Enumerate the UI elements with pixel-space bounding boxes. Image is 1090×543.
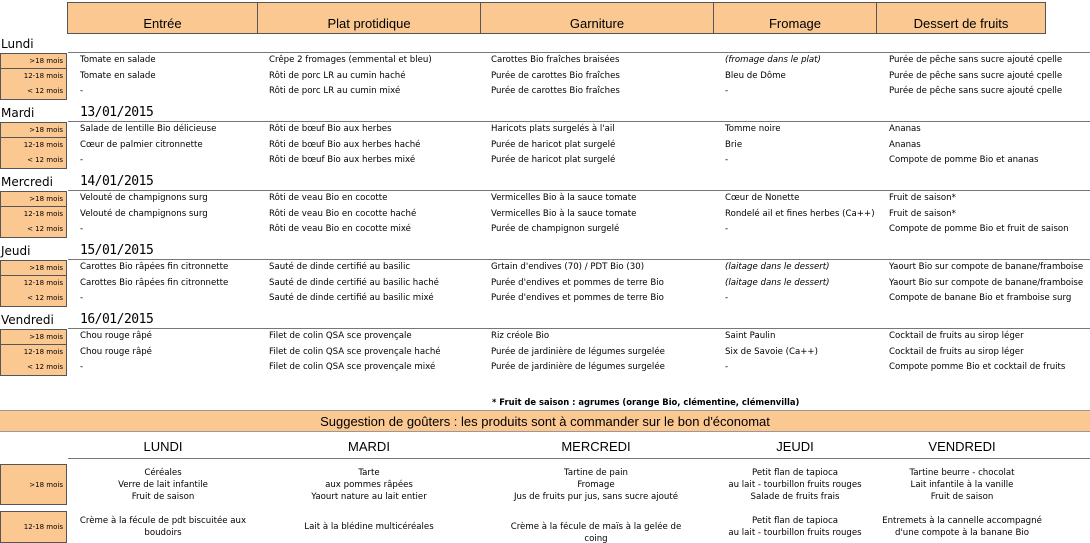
age-label: 12-18 mois	[0, 69, 67, 85]
menu-cell: -	[80, 362, 84, 373]
menu-cell: Ananas	[889, 124, 921, 134]
age-label: < 12 mois	[0, 360, 67, 376]
snack-cell: Crème à la fécule de maïs à la gelée de coing	[510, 522, 682, 543]
menu-cell: -	[725, 86, 729, 97]
menu-cell: Purée de jardinière de légumes surgelée	[491, 346, 665, 357]
day-name: Mardi	[1, 106, 35, 120]
age-label: < 12 mois	[0, 291, 67, 307]
age-label: < 12 mois	[0, 84, 67, 100]
header-garniture: Garniture	[480, 2, 714, 34]
menu-cell: Six de Savoie (Ca++)	[725, 346, 818, 357]
age-label: 12-18 mois	[0, 207, 67, 223]
menu-cell: Tomate en salade	[80, 70, 156, 81]
day-name: Vendredi	[1, 313, 54, 327]
menu-cell: -	[80, 155, 84, 166]
snack-cell: Tartine beurre - chocolat Lait infantile à la vanille Fruit de saison	[909, 467, 1015, 502]
snack-cell: Tarte aux pommes râpées Yaourt nature au lait entier	[311, 467, 427, 502]
snack-cell: Petit flan de tapioca au lait - tourbillon fruits rouges Salade de fruits frais	[728, 467, 862, 502]
day-divider	[68, 52, 1090, 53]
day-divider	[68, 121, 1090, 122]
menu-cell: Filet de colin QSA sce provençale	[269, 331, 412, 341]
menu-cell: Velouté de champignons surg	[80, 208, 208, 219]
menu-cell: Chou rouge râpé	[80, 331, 152, 341]
menu-cell: Purée de carottes Bio fraîches	[491, 86, 620, 97]
menu-cell: Fruit de saison*	[889, 208, 956, 219]
menu-cell: Purée de haricot plat surgelé	[491, 155, 616, 166]
menu-cell: -	[725, 362, 729, 373]
menu-cell: Chou rouge râpé	[80, 346, 152, 357]
age-label: >18 mois	[0, 329, 67, 345]
day-divider	[68, 259, 1090, 260]
menu-cell: Saint Paulin	[725, 331, 776, 341]
menu-cell: Fruit de saison*	[889, 193, 956, 203]
menu-cell: -	[80, 86, 84, 97]
menu-cell: (fromage dans le plat)	[725, 55, 821, 65]
header-plat-protidique: Plat protidique	[257, 2, 481, 34]
menu-cell: Carottes Bio fraîches braisées	[491, 55, 620, 65]
snack-cell: Lait à la blédine multicéréales	[304, 522, 434, 532]
day-name: Jeudi	[1, 244, 31, 258]
snack-cell: Entremets à la cannelle accompagné d'une compote à la banane Bio	[882, 516, 1042, 538]
day-date: 16/01/2015	[80, 312, 154, 327]
menu-cell: Grtain d'endives (70) / PDT Bio (30)	[491, 262, 645, 272]
day-date: 13/01/2015	[80, 105, 154, 120]
snack-cell: Céréales Verre de lait infantile Fruit de saison	[118, 467, 208, 502]
menu-cell: Purée de haricot plat surgelé	[491, 139, 616, 150]
menu-cell: Carottes Bio râpées fin citronnette	[80, 277, 229, 288]
menu-cell: Rôti de porc LR au cumin haché	[269, 70, 406, 81]
menu-cell: Rôti de veau Bio en cocotte haché	[269, 208, 417, 219]
snack-divider	[68, 458, 1090, 459]
snack-day-mardi: MARDI	[348, 439, 390, 454]
day-divider	[68, 190, 1090, 191]
snack-day-jeudi: JEUDI	[776, 439, 814, 454]
menu-cell: Rôti de bœuf Bio aux herbes mixé	[269, 155, 416, 166]
menu-cell: Cœur de Nonette	[725, 193, 800, 203]
day-date: 14/01/2015	[80, 174, 154, 189]
day-name: Mercredi	[1, 175, 54, 189]
menu-cell: -	[80, 224, 84, 235]
day-name: Lundi	[1, 37, 34, 51]
menu-cell: Brie	[725, 139, 743, 150]
age-label: >18 mois	[0, 191, 67, 207]
menu-cell: Cocktail de fruits au sirop léger	[889, 331, 1024, 341]
menu-cell: Purée de pêche sans sucre ajouté cpelle	[889, 70, 1063, 81]
menu-cell: Haricots plats surgelés à l'ail	[491, 124, 615, 134]
menu-cell: Cœur de palmier citronnette	[80, 139, 203, 150]
menu-cell: Ananas	[889, 139, 921, 150]
menu-cell: (laitage dans le dessert)	[725, 262, 830, 272]
snack-day-lundi: LUNDI	[143, 439, 183, 454]
seasonal-fruit-note: * Fruit de saison : agrumes (orange Bio, clémentine, clémenvilla)	[492, 397, 800, 407]
menu-cell: Rôti de veau Bio en cocotte mixé	[269, 224, 411, 235]
header-entree: Entrée	[67, 2, 258, 34]
menu-cell: (laitage dans le dessert)	[725, 277, 830, 288]
age-label: >18 mois	[0, 53, 67, 69]
age-label: 12-18 mois	[0, 138, 67, 154]
menu-cell: Compote de pomme Bio et fruit de saison	[889, 224, 1069, 235]
menu-cell: Sauté de dinde certifié au basilic mixé	[269, 293, 434, 304]
menu-cell: Rôti de veau Bio en cocotte	[269, 193, 388, 203]
age-label: >18 mois	[0, 260, 67, 276]
menu-cell: Salade de lentille Bio délicieuse	[80, 124, 217, 134]
menu-cell: Rôti de porc LR au cumin mixé	[269, 86, 401, 97]
menu-cell: Rôti de bœuf Bio aux herbes haché	[269, 139, 421, 150]
snack-cell: Crème à la fécule de pdt biscuitée aux boudoirs	[79, 516, 247, 538]
snack-suggestion-title: Suggestion de goûters : les produits sont à commander sur le bon d'économat	[0, 410, 1090, 432]
menu-cell: Velouté de champignons surg	[80, 193, 208, 203]
menu-cell: Purée d'endives et pommes de terre Bio	[491, 277, 664, 288]
menu-cell: Filet de colin QSA sce provençale haché	[269, 346, 441, 357]
menu-cell: Tomate en salade	[80, 55, 156, 65]
menu-cell: Carottes Bio râpées fin citronnette	[80, 262, 229, 272]
menu-cell: Compote pomme Bio et cocktail de fruits	[889, 362, 1066, 373]
snack-day-mercredi: MERCREDI	[561, 439, 631, 454]
snack-cell: Tartine de pain Fromage Jus de fruits pur jus, sans sucre ajouté	[513, 467, 678, 502]
menu-cell: Cocktail de fruits au sirop léger	[889, 346, 1024, 357]
menu-cell: Purée de pêche sans sucre ajouté cpelle	[889, 55, 1063, 65]
age-label: 12-18 mois	[0, 345, 67, 361]
snack-age-label: 12-18 mois	[0, 511, 67, 543]
header-dessert: Dessert de fruits	[876, 2, 1046, 34]
menu-cell: Rôti de bœuf Bio aux herbes	[269, 124, 392, 134]
menu-cell: Tomme noire	[725, 124, 781, 134]
day-divider	[68, 328, 1090, 329]
menu-cell: Purée de carottes Bio fraîches	[491, 70, 620, 81]
menu-cell: Filet de colin QSA sce provençale mixé	[269, 362, 436, 373]
menu-cell: Purée d'endives et pommes de terre Bio	[491, 293, 664, 304]
menu-cell: Sauté de dinde certifié au basilic	[269, 262, 411, 272]
snack-age-label: >18 mois	[0, 464, 67, 505]
menu-cell: -	[725, 155, 729, 166]
menu-cell: Sauté de dinde certifié au basilic haché	[269, 277, 439, 288]
age-label: 12-18 mois	[0, 276, 67, 292]
day-date: 15/01/2015	[80, 243, 154, 258]
menu-cell: Purée de jardinière de légumes surgelée	[491, 362, 665, 373]
menu-cell: Crêpe 2 fromages (emmental et bleu)	[269, 55, 432, 65]
menu-cell: Bleu de Dôme	[725, 70, 786, 81]
menu-cell: Vermicelles Bio à la sauce tomate	[491, 193, 637, 203]
menu-cell: Purée de champignon surgelé	[491, 224, 620, 235]
snack-day-vendredi: VENDREDI	[928, 439, 996, 454]
menu-cell: -	[725, 293, 729, 304]
age-label: >18 mois	[0, 122, 67, 138]
menu-cell: -	[725, 224, 729, 235]
menu-cell: Compote de pomme Bio et ananas	[889, 155, 1039, 166]
age-label: < 12 mois	[0, 222, 67, 238]
age-label: < 12 mois	[0, 153, 67, 169]
menu-cell: -	[80, 293, 84, 304]
snack-cell: Petit flan de tapioca au lait - tourbillon fruits rouges	[728, 516, 862, 538]
menu-cell: Purée de pêche sans sucre ajouté cpelle	[889, 86, 1063, 97]
menu-cell: Rondelé ail et fines herbes (Ca++)	[725, 208, 875, 219]
menu-cell: Compote de banane Bio et framboise surg	[889, 293, 1072, 304]
menu-cell: Riz créole Bio	[491, 331, 550, 341]
menu-cell: Yaourt Bio sur compote de banane/framboise	[889, 277, 1084, 288]
menu-cell: Vermicelles Bio à la sauce tomate	[491, 208, 637, 219]
menu-cell: Yaourt Bio sur compote de banane/framboise	[889, 262, 1084, 272]
header-fromage: Fromage	[713, 2, 877, 34]
